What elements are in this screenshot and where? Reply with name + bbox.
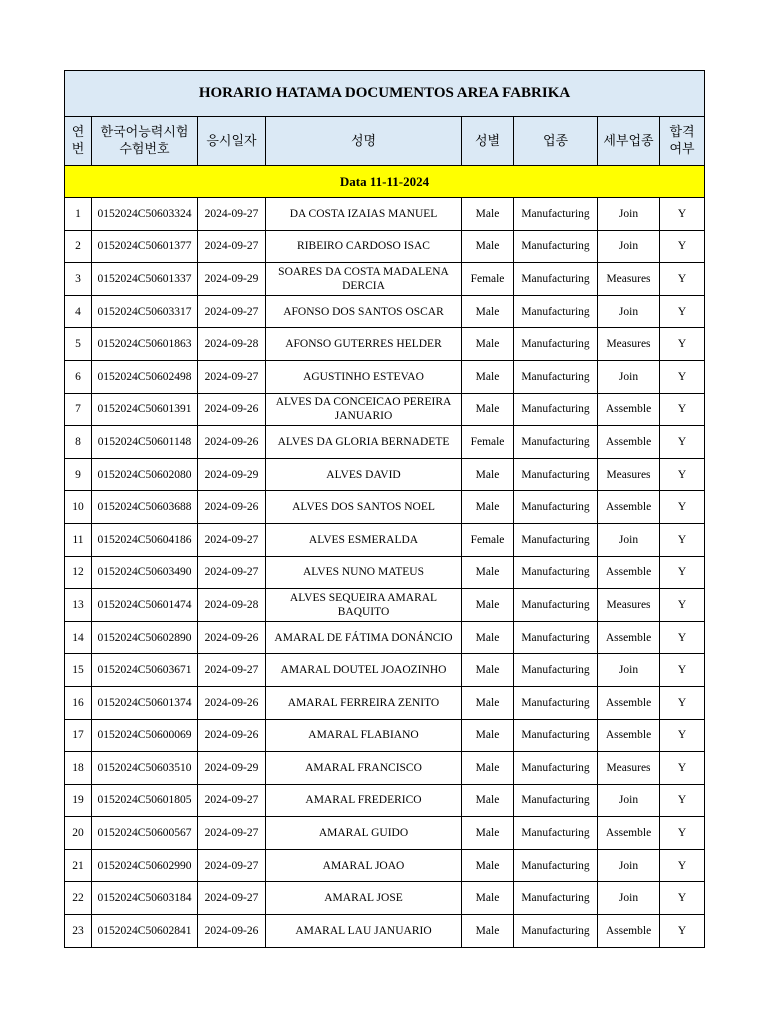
cell-no: 21: [65, 849, 92, 882]
cell-name: ALVES DA GLORIA BERNADETE: [266, 426, 462, 459]
cell-exam-number: 0152024C50603184: [92, 882, 198, 915]
schedule-table: [64, 70, 705, 948]
cell-industry: Manufacturing: [514, 328, 598, 361]
cell-name: AGUSTINHO ESTEVAO: [266, 360, 462, 393]
cell-name: ALVES NUNO MATEUS: [266, 556, 462, 589]
cell-pass: Y: [660, 849, 705, 882]
cell-no: 20: [65, 817, 92, 850]
table-row: [65, 295, 705, 328]
cell-name: AMARAL FLABIANO: [266, 719, 462, 752]
table-row: [65, 360, 705, 393]
cell-sub-industry: Join: [598, 295, 660, 328]
cell-exam-date: 2024-09-26: [198, 719, 266, 752]
cell-gender: Male: [462, 458, 514, 491]
cell-exam-number: 0152024C50601374: [92, 686, 198, 719]
header-pass: 합격 여부: [660, 117, 705, 166]
cell-no: 9: [65, 458, 92, 491]
cell-no: 10: [65, 491, 92, 524]
cell-pass: Y: [660, 719, 705, 752]
cell-sub-industry: Assemble: [598, 426, 660, 459]
cell-exam-number: 0152024C50601863: [92, 328, 198, 361]
cell-industry: Manufacturing: [514, 719, 598, 752]
cell-sub-industry: Join: [598, 654, 660, 687]
table-row: [65, 426, 705, 459]
table-row: [65, 817, 705, 850]
cell-pass: Y: [660, 556, 705, 589]
cell-name: AMARAL GUIDO: [266, 817, 462, 850]
table-row: [65, 458, 705, 491]
table-row: [65, 621, 705, 654]
cell-name: AMARAL JOSE: [266, 882, 462, 915]
table-row: [65, 523, 705, 556]
table-row: [65, 686, 705, 719]
cell-gender: Male: [462, 784, 514, 817]
cell-gender: Male: [462, 817, 514, 850]
cell-pass: Y: [660, 915, 705, 948]
cell-name: AMARAL LAU JANUARIO: [266, 915, 462, 948]
header-no: 연 번: [65, 117, 92, 166]
cell-gender: Male: [462, 295, 514, 328]
cell-sub-industry: Assemble: [598, 686, 660, 719]
cell-gender: Male: [462, 719, 514, 752]
cell-industry: Manufacturing: [514, 393, 598, 426]
cell-exam-number: 0152024C50602890: [92, 621, 198, 654]
cell-exam-date: 2024-09-29: [198, 752, 266, 785]
cell-sub-industry: Join: [598, 882, 660, 915]
table-row: [65, 654, 705, 687]
cell-no: 11: [65, 523, 92, 556]
cell-pass: Y: [660, 654, 705, 687]
cell-name: ALVES SEQUEIRA AMARAL BAQUITO: [266, 589, 462, 622]
cell-pass: Y: [660, 198, 705, 231]
cell-exam-number: 0152024C50602841: [92, 915, 198, 948]
cell-exam-date: 2024-09-26: [198, 686, 266, 719]
table-row: [65, 556, 705, 589]
cell-name: RIBEIRO CARDOSO ISAC: [266, 230, 462, 263]
cell-gender: Male: [462, 882, 514, 915]
cell-pass: Y: [660, 523, 705, 556]
cell-sub-industry: Join: [598, 360, 660, 393]
cell-name: AMARAL FREDERICO: [266, 784, 462, 817]
cell-no: 17: [65, 719, 92, 752]
cell-no: 5: [65, 328, 92, 361]
cell-gender: Female: [462, 426, 514, 459]
cell-exam-number: 0152024C50601805: [92, 784, 198, 817]
cell-exam-date: 2024-09-27: [198, 784, 266, 817]
cell-gender: Female: [462, 263, 514, 296]
cell-industry: Manufacturing: [514, 556, 598, 589]
cell-name: AMARAL FERREIRA ZENITO: [266, 686, 462, 719]
cell-exam-number: 0152024C50601391: [92, 393, 198, 426]
cell-exam-number: 0152024C50602080: [92, 458, 198, 491]
header-gender: 성별: [462, 117, 514, 166]
cell-industry: Manufacturing: [514, 621, 598, 654]
cell-exam-number: 0152024C50601474: [92, 589, 198, 622]
cell-no: 22: [65, 882, 92, 915]
cell-no: 13: [65, 589, 92, 622]
cell-name: SOARES DA COSTA MADALENA DERCIA: [266, 263, 462, 296]
cell-name: AMARAL DOUTEL JOAOZINHO: [266, 654, 462, 687]
cell-pass: Y: [660, 752, 705, 785]
cell-no: 6: [65, 360, 92, 393]
cell-pass: Y: [660, 817, 705, 850]
cell-pass: Y: [660, 230, 705, 263]
cell-industry: Manufacturing: [514, 915, 598, 948]
header-sub-industry: 세부업종: [598, 117, 660, 166]
table-row: [65, 328, 705, 361]
cell-pass: Y: [660, 426, 705, 459]
cell-exam-number: 0152024C50601148: [92, 426, 198, 459]
cell-no: 8: [65, 426, 92, 459]
cell-exam-number: 0152024C50603688: [92, 491, 198, 524]
cell-no: 23: [65, 915, 92, 948]
cell-no: 16: [65, 686, 92, 719]
cell-sub-industry: Join: [598, 849, 660, 882]
cell-no: 18: [65, 752, 92, 785]
cell-pass: Y: [660, 784, 705, 817]
cell-industry: Manufacturing: [514, 686, 598, 719]
cell-gender: Male: [462, 393, 514, 426]
cell-gender: Male: [462, 589, 514, 622]
cell-exam-number: 0152024C50603317: [92, 295, 198, 328]
cell-name: AMARAL JOAO: [266, 849, 462, 882]
cell-sub-industry: Join: [598, 230, 660, 263]
cell-name: ALVES DA CONCEICAO PEREIRA JANUARIO: [266, 393, 462, 426]
cell-sub-industry: Measures: [598, 752, 660, 785]
cell-exam-date: 2024-09-26: [198, 915, 266, 948]
cell-exam-date: 2024-09-29: [198, 458, 266, 491]
header-industry: 업종: [514, 117, 598, 166]
cell-exam-date: 2024-09-26: [198, 621, 266, 654]
header-exam-number: 한국어능력시험 수험번호: [92, 117, 198, 166]
cell-industry: Manufacturing: [514, 198, 598, 231]
cell-pass: Y: [660, 589, 705, 622]
cell-no: 2: [65, 230, 92, 263]
cell-exam-number: 0152024C50602498: [92, 360, 198, 393]
cell-sub-industry: Measures: [598, 328, 660, 361]
date-banner: Data 11-11-2024: [65, 166, 705, 198]
cell-sub-industry: Measures: [598, 458, 660, 491]
cell-exam-date: 2024-09-27: [198, 198, 266, 231]
cell-exam-number: 0152024C50603490: [92, 556, 198, 589]
cell-exam-number: 0152024C50603510: [92, 752, 198, 785]
cell-name: ALVES DOS SANTOS NOEL: [266, 491, 462, 524]
cell-exam-number: 0152024C50603324: [92, 198, 198, 231]
cell-exam-number: 0152024C50602990: [92, 849, 198, 882]
cell-industry: Manufacturing: [514, 523, 598, 556]
cell-no: 19: [65, 784, 92, 817]
table-row: [65, 752, 705, 785]
cell-sub-industry: Assemble: [598, 621, 660, 654]
cell-sub-industry: Assemble: [598, 491, 660, 524]
cell-exam-number: 0152024C50600069: [92, 719, 198, 752]
cell-exam-date: 2024-09-28: [198, 328, 266, 361]
cell-sub-industry: Join: [598, 523, 660, 556]
cell-sub-industry: Assemble: [598, 817, 660, 850]
cell-exam-date: 2024-09-27: [198, 556, 266, 589]
cell-industry: Manufacturing: [514, 295, 598, 328]
header-name: 성명: [266, 117, 462, 166]
cell-exam-date: 2024-09-26: [198, 491, 266, 524]
cell-industry: Manufacturing: [514, 360, 598, 393]
cell-gender: Male: [462, 752, 514, 785]
cell-no: 1: [65, 198, 92, 231]
cell-pass: Y: [660, 328, 705, 361]
cell-sub-industry: Assemble: [598, 915, 660, 948]
cell-name: DA COSTA IZAIAS MANUEL: [266, 198, 462, 231]
cell-exam-number: 0152024C50604186: [92, 523, 198, 556]
cell-gender: Male: [462, 360, 514, 393]
table-row: [65, 784, 705, 817]
cell-exam-date: 2024-09-27: [198, 360, 266, 393]
cell-industry: Manufacturing: [514, 654, 598, 687]
cell-exam-date: 2024-09-29: [198, 263, 266, 296]
cell-exam-date: 2024-09-27: [198, 523, 266, 556]
cell-sub-industry: Assemble: [598, 556, 660, 589]
cell-pass: Y: [660, 263, 705, 296]
cell-sub-industry: Assemble: [598, 719, 660, 752]
cell-name: AMARAL FRANCISCO: [266, 752, 462, 785]
table-row: [65, 230, 705, 263]
cell-pass: Y: [660, 621, 705, 654]
cell-no: 7: [65, 393, 92, 426]
cell-sub-industry: Join: [598, 784, 660, 817]
cell-no: 15: [65, 654, 92, 687]
cell-exam-date: 2024-09-27: [198, 654, 266, 687]
cell-pass: Y: [660, 882, 705, 915]
cell-gender: Male: [462, 849, 514, 882]
cell-industry: Manufacturing: [514, 849, 598, 882]
cell-exam-date: 2024-09-27: [198, 882, 266, 915]
cell-industry: Manufacturing: [514, 882, 598, 915]
cell-sub-industry: Measures: [598, 589, 660, 622]
cell-exam-number: 0152024C50601337: [92, 263, 198, 296]
cell-no: 4: [65, 295, 92, 328]
cell-industry: Manufacturing: [514, 458, 598, 491]
cell-industry: Manufacturing: [514, 817, 598, 850]
cell-pass: Y: [660, 491, 705, 524]
cell-exam-date: 2024-09-27: [198, 295, 266, 328]
table-title: HORARIO HATAMA DOCUMENTOS AREA FABRIKA: [65, 71, 705, 117]
cell-gender: Male: [462, 621, 514, 654]
cell-exam-date: 2024-09-26: [198, 393, 266, 426]
cell-name: ALVES ESMERALDA: [266, 523, 462, 556]
cell-industry: Manufacturing: [514, 426, 598, 459]
table-row: [65, 589, 705, 622]
cell-gender: Female: [462, 523, 514, 556]
cell-gender: Male: [462, 198, 514, 231]
cell-exam-date: 2024-09-28: [198, 589, 266, 622]
cell-pass: Y: [660, 458, 705, 491]
table-row: [65, 719, 705, 752]
cell-gender: Male: [462, 686, 514, 719]
cell-exam-number: 0152024C50601377: [92, 230, 198, 263]
cell-industry: Manufacturing: [514, 263, 598, 296]
header-exam-date: 응시일자: [198, 117, 266, 166]
cell-pass: Y: [660, 295, 705, 328]
cell-industry: Manufacturing: [514, 784, 598, 817]
table-row: [65, 393, 705, 426]
cell-gender: Male: [462, 328, 514, 361]
table-row: [65, 915, 705, 948]
cell-industry: Manufacturing: [514, 491, 598, 524]
cell-gender: Male: [462, 915, 514, 948]
cell-name: AFONSO DOS SANTOS OSCAR: [266, 295, 462, 328]
cell-gender: Male: [462, 491, 514, 524]
table-row: [65, 849, 705, 882]
cell-industry: Manufacturing: [514, 752, 598, 785]
cell-pass: Y: [660, 393, 705, 426]
cell-gender: Male: [462, 556, 514, 589]
cell-exam-date: 2024-09-27: [198, 849, 266, 882]
table-row: [65, 263, 705, 296]
cell-industry: Manufacturing: [514, 589, 598, 622]
cell-sub-industry: Join: [598, 198, 660, 231]
cell-pass: Y: [660, 686, 705, 719]
cell-no: 14: [65, 621, 92, 654]
cell-gender: Male: [462, 230, 514, 263]
cell-no: 3: [65, 263, 92, 296]
cell-name: ALVES DAVID: [266, 458, 462, 491]
cell-exam-date: 2024-09-26: [198, 426, 266, 459]
cell-exam-number: 0152024C50603671: [92, 654, 198, 687]
cell-name: AMARAL DE FÁTIMA DONÁNCIO: [266, 621, 462, 654]
cell-industry: Manufacturing: [514, 230, 598, 263]
cell-sub-industry: Measures: [598, 263, 660, 296]
cell-no: 12: [65, 556, 92, 589]
table-row: [65, 491, 705, 524]
table-row: [65, 882, 705, 915]
cell-sub-industry: Assemble: [598, 393, 660, 426]
table-row: [65, 198, 705, 231]
cell-name: AFONSO GUTERRES HELDER: [266, 328, 462, 361]
cell-gender: Male: [462, 654, 514, 687]
cell-exam-date: 2024-09-27: [198, 817, 266, 850]
cell-exam-number: 0152024C50600567: [92, 817, 198, 850]
cell-pass: Y: [660, 360, 705, 393]
cell-exam-date: 2024-09-27: [198, 230, 266, 263]
